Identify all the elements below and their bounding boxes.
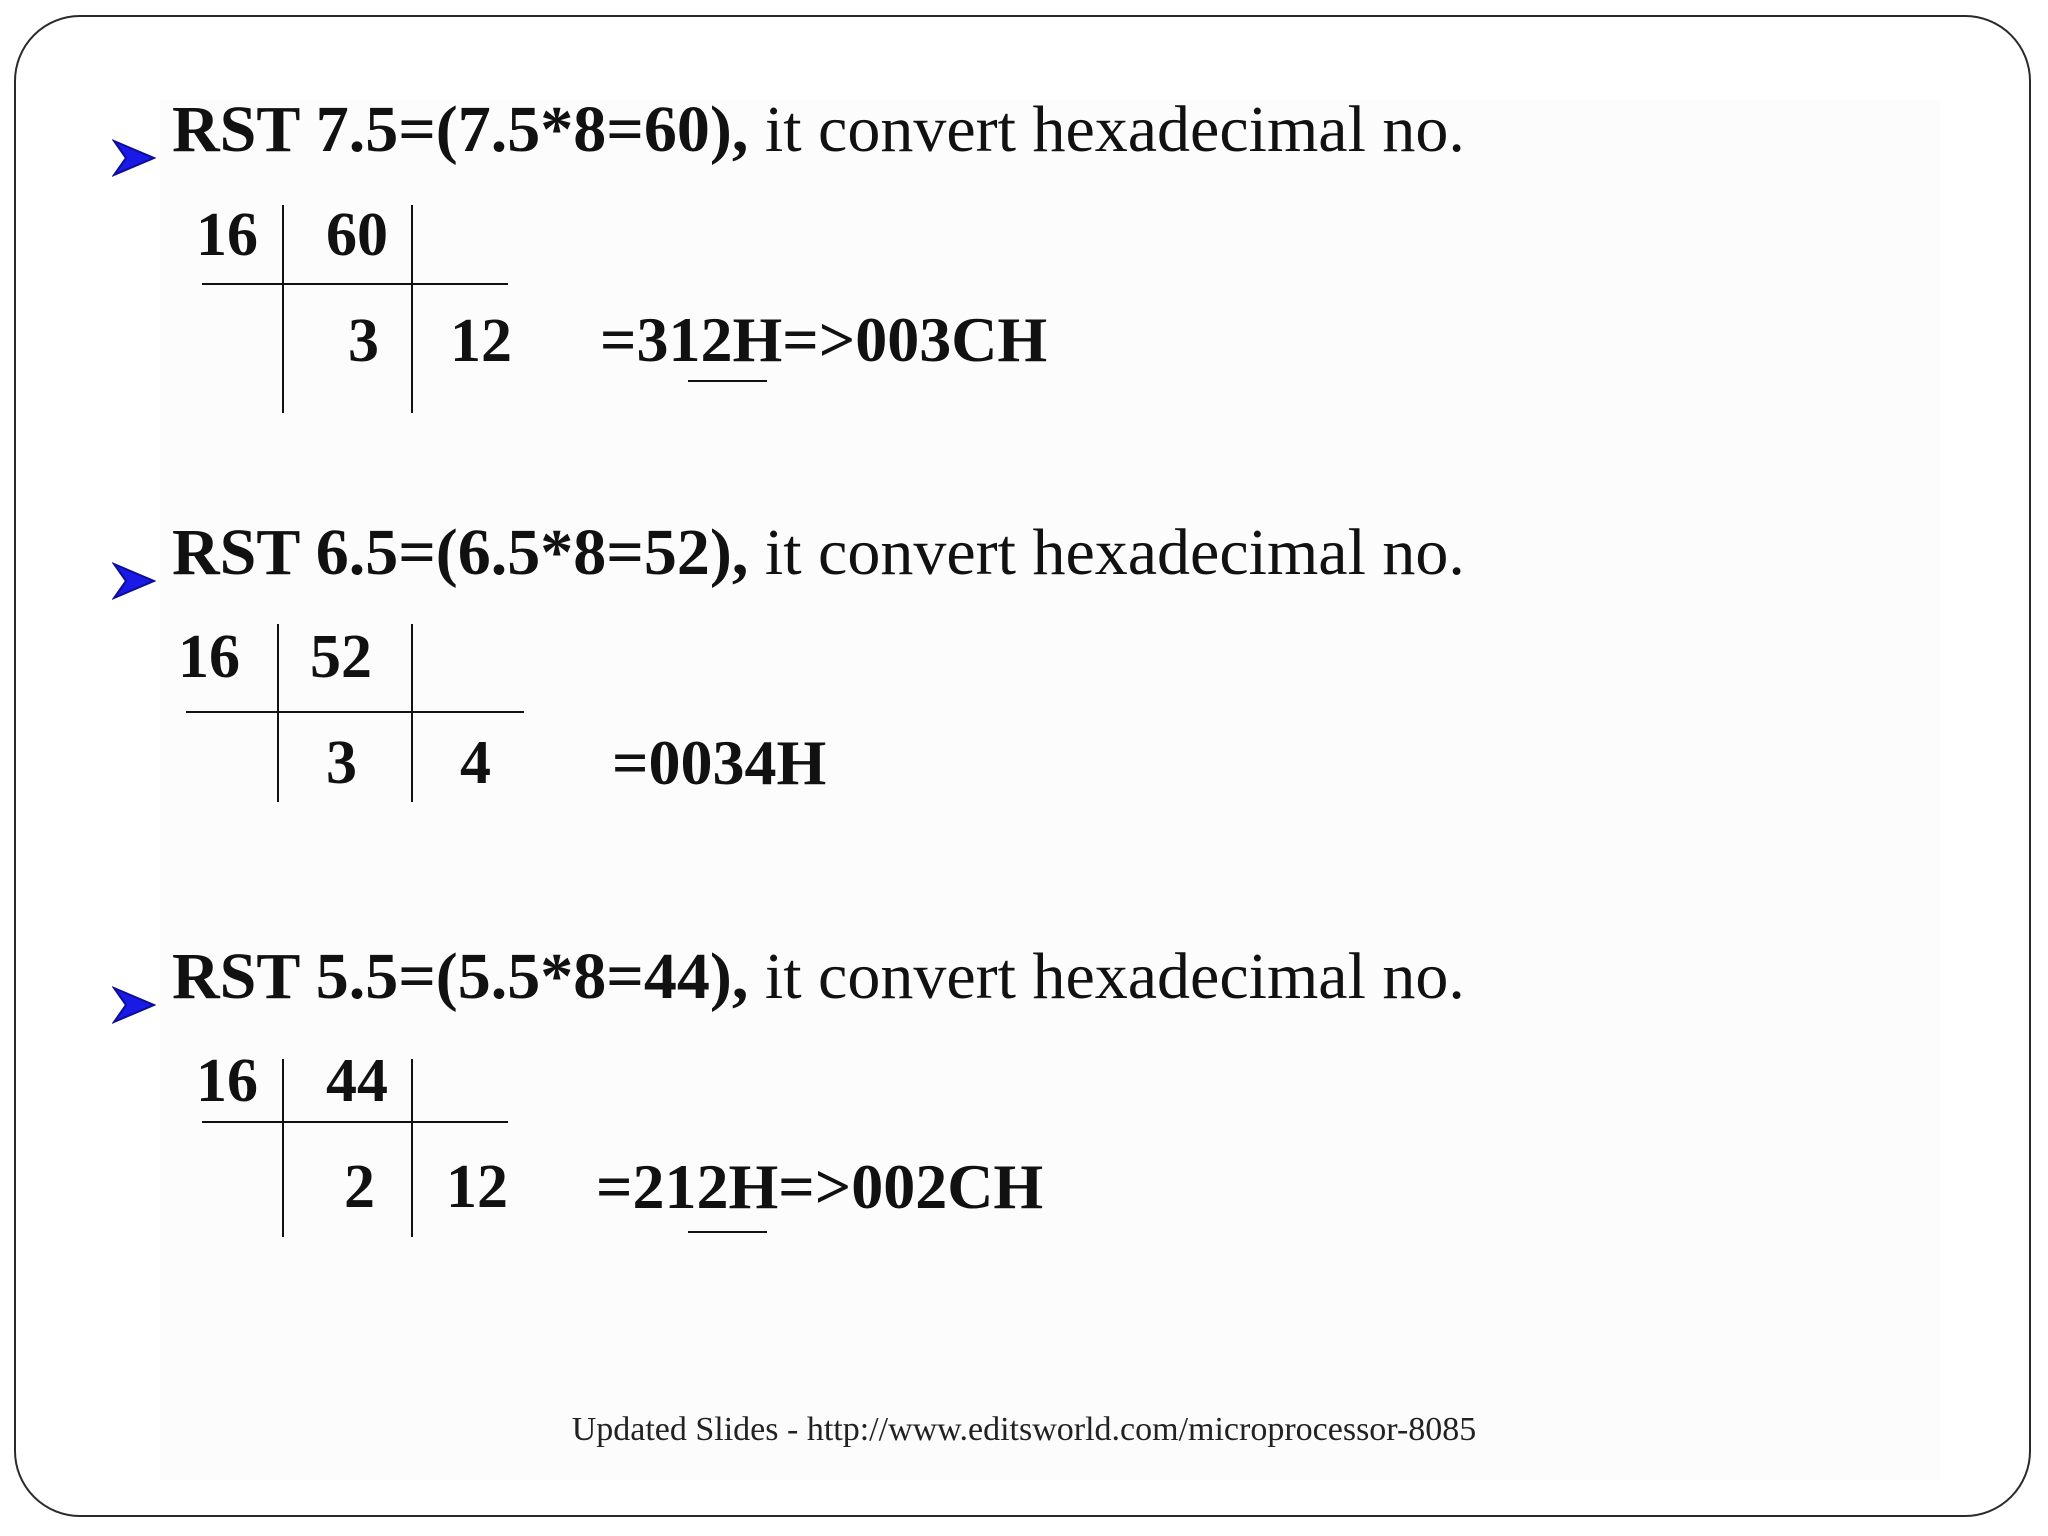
division-vertical-line: [277, 624, 279, 802]
hex-result: =0034H: [612, 727, 827, 798]
division-horizontal-line: [202, 1121, 508, 1123]
remainder: 12: [446, 1153, 508, 1221]
bullet-normal-text: it convert hexadecimal no.: [748, 93, 1465, 166]
hex-result: =212H=>002CH: [596, 1151, 1044, 1222]
bullet-text: [172, 90, 1465, 170]
content-background: [160, 100, 1940, 1480]
divisor: 16: [178, 623, 240, 691]
remainder: 4: [460, 729, 491, 797]
quotient: 3: [326, 729, 357, 797]
quotient: 2: [344, 1153, 375, 1221]
bullet-bold-text: RST 7.5=(7.5*8=60),: [172, 93, 749, 166]
divisor: 16: [196, 201, 258, 269]
hex-result: =312H=>003CH: [600, 304, 1048, 375]
footer-source-link: Updated Slides - http://www.editsworld.com/microprocessor-8085: [571, 1411, 1477, 1448]
bullet-text: [172, 513, 1465, 593]
division-vertical-line: [282, 205, 284, 413]
bullet-bold-text: RST 5.5=(5.5*8=44),: [172, 940, 749, 1013]
remainder: 12: [450, 307, 512, 375]
result-underline: [688, 380, 767, 382]
bullet-bold-text: RST 6.5=(6.5*8=52),: [172, 516, 749, 589]
bullet-normal-text: it convert hexadecimal no.: [748, 940, 1465, 1013]
division-horizontal-line: [202, 283, 508, 285]
division-vertical-line: [411, 624, 413, 802]
division-vertical-line: [411, 205, 413, 413]
division-horizontal-line: [186, 711, 524, 713]
divisor: 16: [196, 1047, 258, 1115]
division-vertical-line: [282, 1059, 284, 1237]
result-underline: [688, 1231, 767, 1233]
division-vertical-line: [411, 1059, 413, 1237]
dividend: 60: [326, 201, 388, 269]
arrow-bullet-icon: [112, 539, 156, 619]
bullet-normal-text: it convert hexadecimal no.: [748, 516, 1465, 589]
dividend: 52: [310, 623, 372, 691]
arrow-bullet-icon: [112, 963, 156, 1043]
quotient: 3: [348, 307, 379, 375]
dividend: 44: [326, 1047, 388, 1115]
arrow-bullet-icon: [112, 116, 156, 196]
bullet-text: [172, 937, 1465, 1017]
